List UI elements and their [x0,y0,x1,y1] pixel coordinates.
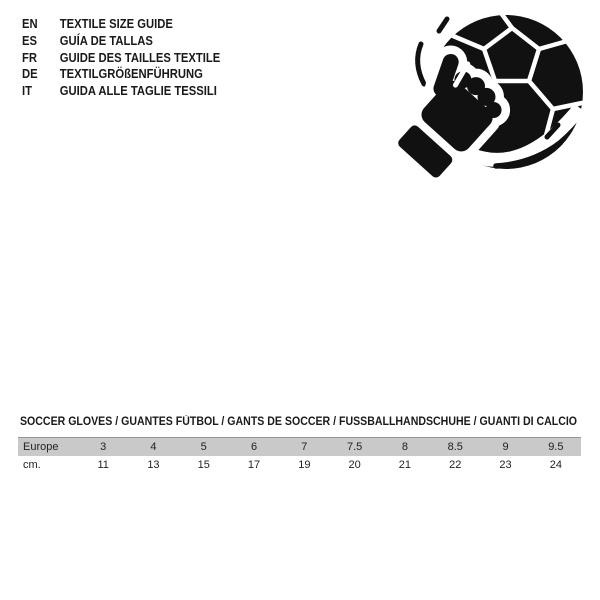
cm-cell: 13 [147,459,160,471]
size-table-title: SOCCER GLOVES / GUANTES FÚTBOL / GANTS DE SOCCER / FUSSBALLHANDSCHUHE / GUANTI DI CALCIO [20,416,578,428]
language-label: GUIDA ALLE TAGLIE TESSILI [59,84,217,99]
size-cell: 6 [250,441,258,453]
size-cell: 3 [100,441,107,453]
language-label: TEXTILE SIZE GUIDE [59,17,173,31]
cm-cell: 15 [197,459,210,471]
size-cell: 8 [401,441,408,453]
language-list [22,16,220,100]
size-table [18,437,581,474]
cm-cell: 20 [348,459,361,471]
cm-cell: 17 [247,459,261,471]
language-label: GUIDE DES TAILLES TEXTILE [59,50,221,65]
language-code: FR [22,50,38,65]
row-label: cm. [23,459,41,471]
cm-cell: 21 [398,459,412,471]
language-label: GUÍA DE TALLAS [59,33,153,48]
language-code: DE [22,67,38,82]
size-table-cm-row [18,456,581,474]
language-label: TEXTILGRÖßENFÜHRUNG [59,67,203,82]
language-row-en [22,16,220,33]
size-cell: 5 [200,441,207,453]
row-label: Europe [23,441,59,453]
language-code: IT [22,84,32,99]
size-cell: 9 [502,441,509,453]
goalkeeper-glove-soccer-ball-icon [393,0,595,200]
size-cell: 8.5 [447,441,463,453]
size-cell: 4 [150,441,157,453]
language-code: ES [22,33,38,48]
cm-cell: 23 [499,459,512,471]
size-cell: 7 [301,441,308,453]
size-table-europe-row [18,438,581,457]
cm-cell: 19 [298,459,311,471]
language-row-es [22,33,220,50]
language-code: EN [22,17,38,31]
cm-cell: 11 [97,459,109,471]
size-cell: 7.5 [346,441,363,453]
language-row-de [22,66,220,83]
cm-cell: 24 [549,459,562,471]
language-row-it [22,83,220,100]
cm-cell: 22 [449,459,462,471]
size-cell: 9.5 [548,441,564,453]
language-row-fr [22,50,220,67]
